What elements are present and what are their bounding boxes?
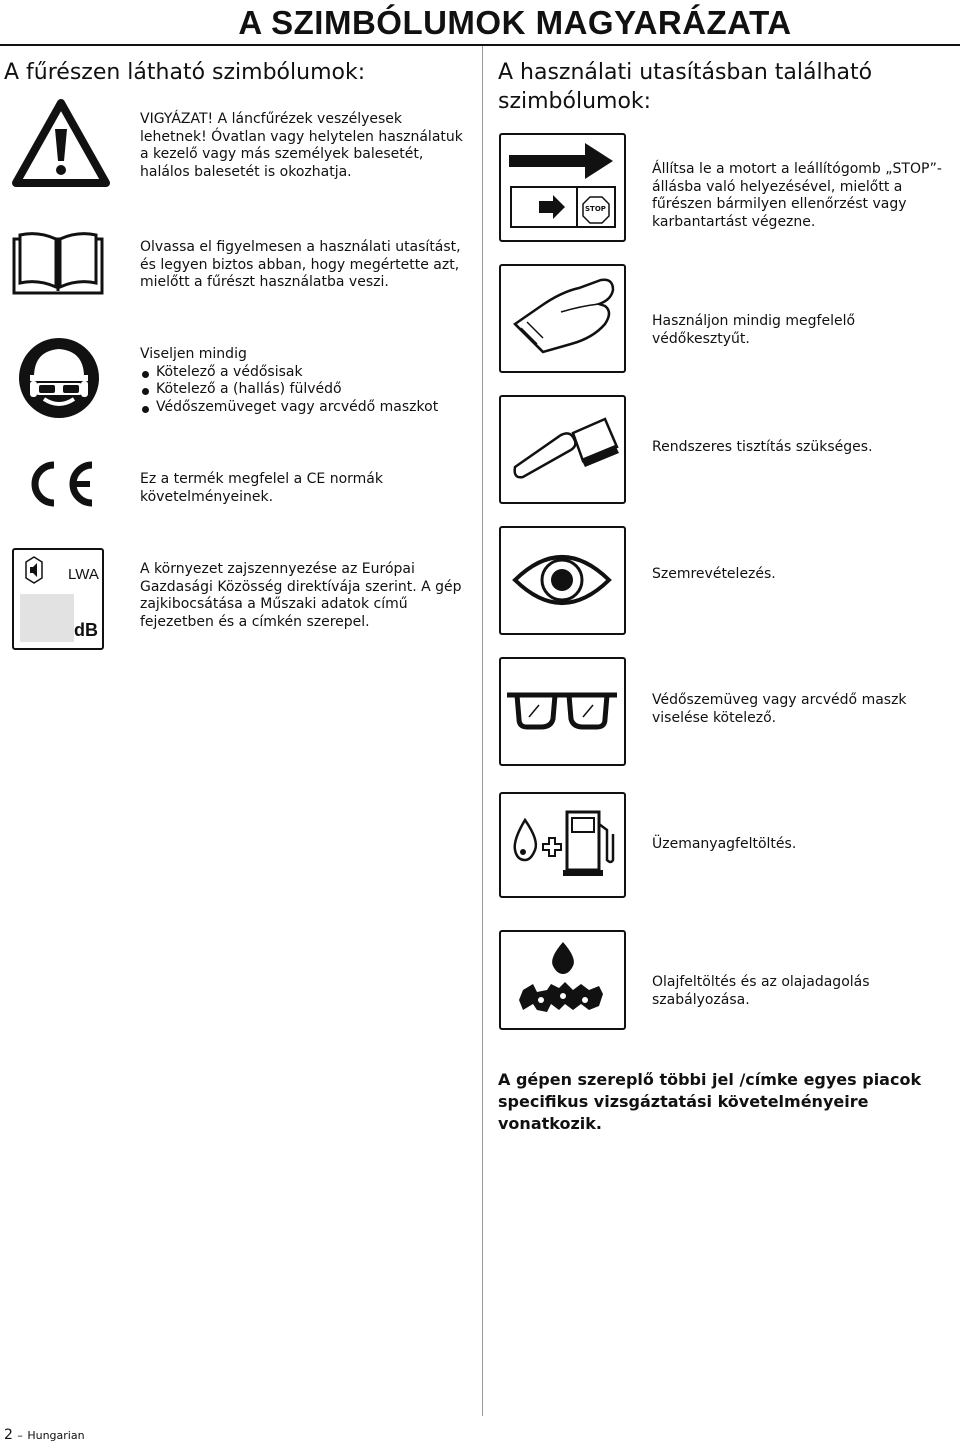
ppe-intro: Viseljen mindig [140, 346, 247, 362]
manual-text: Olvassa el figyelmesen a használati utasítást, és legyen biztos abban, hogy megértette azt, mielőtt a fűrészt használatba veszi. [140, 239, 461, 290]
noise-db-label: dB [74, 620, 98, 640]
noise-lwa-label: LWA [68, 566, 99, 583]
left-heading: A fűrészen látható szimbólumok: [4, 60, 366, 85]
ppe-list [140, 364, 470, 417]
safety-glasses-icon [499, 657, 626, 766]
page-number: 2 [4, 1427, 13, 1443]
eye-text: Szemrevételezés. [652, 566, 776, 582]
brush-text: Rendszeres tisztítás szükséges. [652, 439, 873, 455]
title-rule [0, 44, 960, 46]
ce-text: Ez a termék megfelel a CE normák követelményeinek. [140, 471, 383, 505]
fuel-icon [499, 792, 626, 898]
manual-book-icon [12, 229, 104, 295]
oil-text: Olajfeltöltés és az olajadagolás szabályozása. [652, 974, 870, 1008]
footer-language: Hungarian [27, 1429, 85, 1442]
stop-text: Állítsa le a motort a leállítógomb „STOP”-állásba való helyezésével, mielőtt a fűrészen bármilyen ellenőrzést vagy karbantartást végezne. [652, 161, 942, 230]
oil-chain-icon [499, 930, 626, 1030]
page-footer: 2 – Hungarian [4, 1427, 85, 1443]
market-note: A gépen szereplő többi jel /címke egyes piacok specifikus vizsgáztatási követelményeire vonatkozik. [498, 1070, 922, 1133]
brush-icon [499, 395, 626, 504]
ppe-block [140, 346, 470, 416]
glove-text: Használjon mindig megfelelő védőkesztyűt. [652, 313, 856, 347]
column-divider [482, 46, 483, 1416]
fuel-text: Üzemanyagfeltöltés. [652, 836, 797, 852]
warning-triangle-icon [10, 97, 112, 189]
glove-icon [499, 264, 626, 373]
eye-icon [499, 526, 626, 635]
ce-mark-icon [22, 459, 98, 509]
ppe-item-ear: Kötelező a (hallás) fülvédő [140, 381, 470, 399]
noise-label-icon [12, 548, 104, 650]
warning-text: VIGYÁZAT! A láncfűrézek veszélyesek lehetnek! Óvatlan vagy helytelen használatuk a kezelő vagy más személyek balesetét, halálos balesetét is okozhatja. [140, 111, 463, 180]
stop-switch-icon [499, 133, 626, 242]
right-heading: A használati utasításban található szimbólumok: [498, 60, 873, 114]
noise-text: A környezet zajszennyezése az Európai Gazdasági Közösség direktívája szerint. A gép zajkibocsátása a Műszaki adatok című fejezetben és a címkén szerepel. [140, 561, 462, 630]
glasses-text: Védőszemüveg vagy arcvédő maszk viselése kötelező. [652, 692, 907, 726]
ppe-helmet-icon [18, 337, 100, 419]
ppe-item-eye: Védőszemüveget vagy arcvédő maszkot [140, 399, 470, 417]
page-title: A SZIMBÓLUMOK MAGYARÁZATA [238, 4, 792, 41]
stop-label: STOP [585, 205, 606, 213]
ppe-item-helmet: Kötelező a védősisak [140, 364, 470, 382]
